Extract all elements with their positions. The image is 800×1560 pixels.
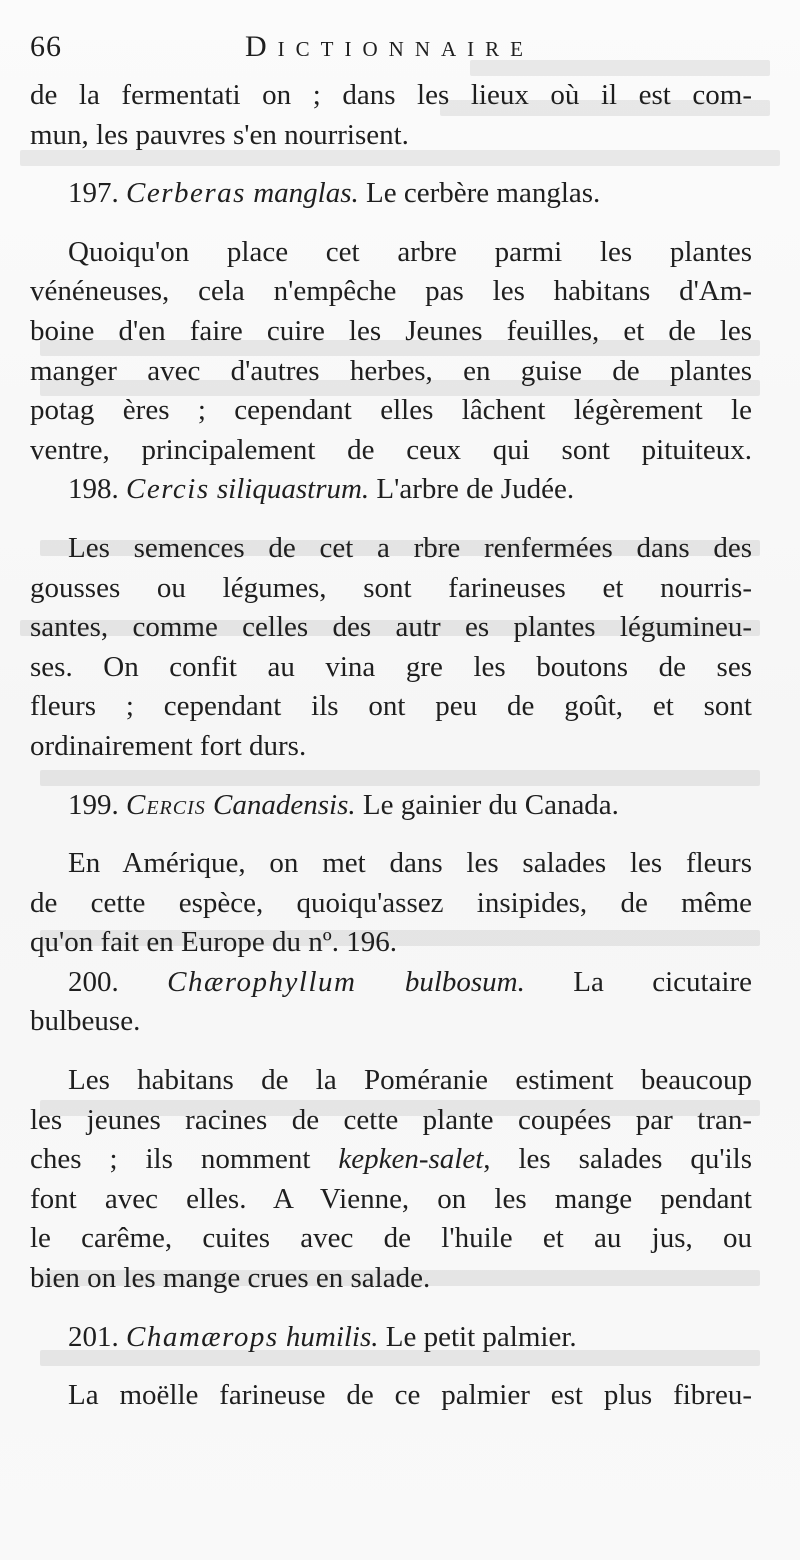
text-line: qu'on fait en Europe du nº. 196. [30, 926, 397, 959]
entry-number: 197. [68, 177, 119, 210]
entry-genus: Chamærops [126, 1320, 279, 1353]
entry-number: 200. [68, 965, 119, 998]
entry-number: 201. [68, 1320, 119, 1353]
text-line: Quoiqu'on place cet arbre parmi les plantes [68, 235, 752, 268]
entry-species: bulbosum. [404, 965, 525, 998]
entry-heading-198 [30, 470, 752, 510]
text-line: manger avec d'autres herbes, en guise de plantes [30, 354, 752, 387]
entry-number: 199. [68, 788, 119, 821]
text-line: ses. On confit au vina gre les boutons de ses [30, 650, 752, 683]
body-text [30, 76, 752, 1416]
text-line [30, 1140, 752, 1180]
text-line: La moëlle farineuse de ce palmier est plus fibreu- [68, 1379, 752, 1412]
text-line: gousses ou légumes, sont farineuses et nourris- [30, 571, 752, 604]
text-line: En Amérique, on met dans les salades les fleurs [68, 847, 752, 880]
text-line: de cette espèce, quoiqu'assez insipides, de même [30, 886, 752, 919]
text-fragment: ches ; ils nomment [30, 1143, 311, 1176]
entry-heading-200-continuation: bulbeuse. [30, 1005, 141, 1038]
entry-number: 198. [68, 473, 119, 506]
entry-common-name: Le gainier du Canada. [362, 788, 619, 821]
entry-genus: Chærophyllum [167, 965, 357, 998]
entry-heading-201 [30, 1318, 752, 1358]
text-line: Les habitans de la Poméranie estiment beaucoup [68, 1064, 752, 1097]
text-line: font avec elles. A Vienne, on les mange pendant [30, 1182, 752, 1215]
text-line: ventre, principalement de ceux qui sont pituiteux. [30, 433, 752, 466]
text-line: fleurs ; cependant ils ont peu de goût, et sont [30, 690, 752, 723]
text-line: de la fermentati on ; dans les lieux où il est com- [30, 79, 752, 111]
text-line: vénéneuses, cela n'empêche pas les habitans d'Am- [30, 275, 752, 308]
entry-genus: Cercis [126, 473, 210, 506]
text-line: bien on les mange crues en salade. [30, 1262, 431, 1295]
entry-common-name: La cicutaire [573, 965, 753, 998]
text-line: boine d'en faire cuire les Jeunes feuilles, et de les [30, 314, 752, 347]
entry-species: manglas. [253, 177, 359, 210]
entry-heading-197 [30, 174, 752, 214]
text-line: santes, comme celles des autr es plantes légumineu- [30, 611, 752, 644]
entry-species: siliquastrum. [216, 473, 370, 506]
entry-species: Canadensis. [213, 788, 356, 821]
text-line: mun, les pauvres s'en nourrisent. [30, 118, 409, 151]
page-number: 66 [30, 30, 62, 63]
entry-common-name: Le cerbère manglas. [366, 177, 601, 210]
text-line: le carême, cuites avec de l'huile et au jus, ou [30, 1222, 752, 1255]
text-fragment: , les salades qu'ils [483, 1143, 753, 1176]
text-line: les jeunes racines de cette plante coupées par tran- [30, 1103, 752, 1136]
entry-genus: Cercis [126, 788, 206, 821]
entry-genus: Cerberas [126, 177, 246, 210]
entry-heading-200 [30, 963, 752, 1003]
text-line: Les semences de cet a rbre renfermées dans des [68, 531, 752, 564]
text-line: potag ères ; cependant elles lâchent légèrement le [30, 394, 752, 427]
entry-species: humilis. [285, 1320, 379, 1353]
running-head: Dictionnaire [245, 30, 534, 63]
page-header [30, 30, 770, 70]
entry-common-name: L'arbre de Judée. [376, 473, 575, 506]
text-line: ordinairement fort durs. [30, 729, 307, 762]
italic-term: kepken-salet [338, 1143, 484, 1176]
entry-heading-199 [30, 786, 752, 826]
entry-common-name: Le petit palmier. [385, 1320, 577, 1353]
